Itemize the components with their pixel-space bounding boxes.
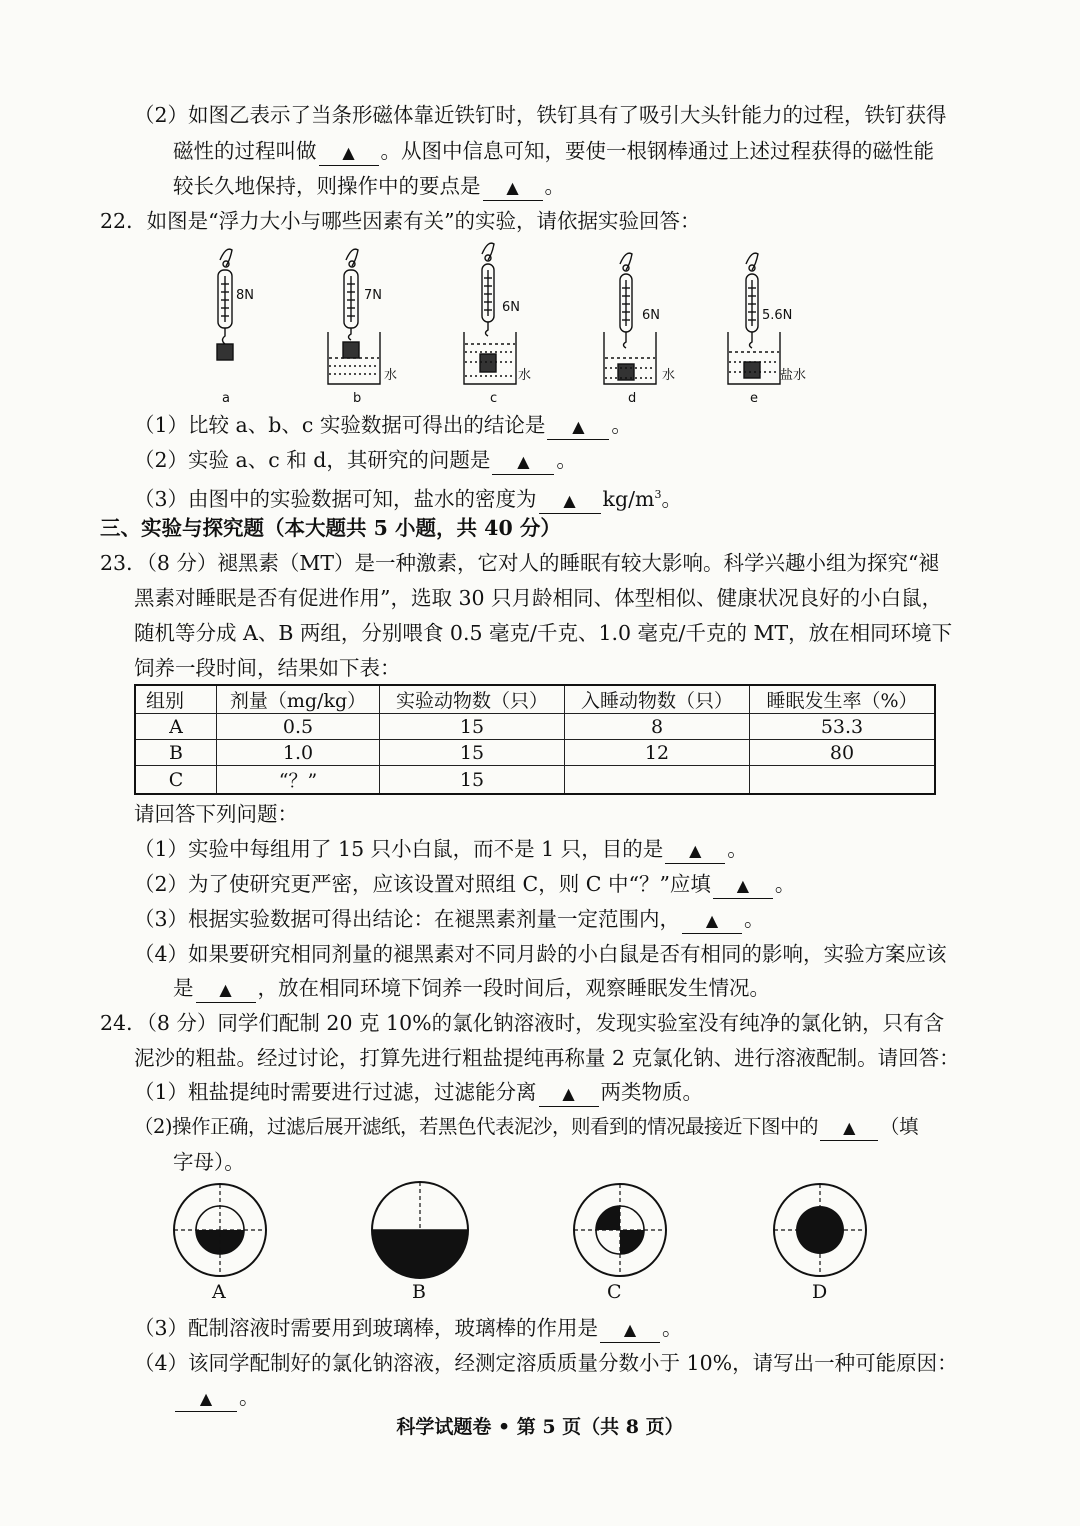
table-cell: “？” [217, 766, 380, 795]
q23-line1: 23．（8 分）褪黑素（MT）是一种激素，它对人的睡眠有较大影响。科学兴趣小组为探究“褪 [100, 551, 940, 575]
label-c: c [490, 391, 498, 406]
option-label-d: D [812, 1281, 828, 1303]
table-cell: 8 [565, 714, 750, 740]
table-cell [565, 766, 750, 795]
answer-blank[interactable] [547, 413, 609, 440]
q24-part1 [134, 1077, 703, 1107]
q22-part2 [134, 445, 577, 475]
option-label-b: B [412, 1281, 426, 1303]
triangle-icon: ▲ [219, 980, 232, 999]
q23-line2: 黑素对睡眠是否有促进作用”，选取 30 只月龄相同、体型相似、健康状况良好的小白鼠， [134, 586, 943, 610]
q24-part3 [134, 1313, 683, 1343]
triangle-icon: ▲ [563, 490, 576, 510]
text: 。从图中信息可知，要使一根钢棒通过上述过程获得的磁性能 [380, 139, 934, 163]
q22-part1 [134, 410, 632, 440]
text: 是 [173, 976, 194, 1000]
triangle-icon: ▲ [736, 876, 750, 895]
text: 。 [661, 486, 682, 511]
q22-part3 [134, 480, 682, 514]
q23-part1 [134, 834, 748, 864]
table-cell: 53.3 [750, 714, 936, 740]
table-cell: 80 [750, 740, 936, 766]
text: 。 [544, 174, 565, 198]
text: （2）为了使研究更严密，应该设置对照组 C，则 C 中“？”应填 [134, 872, 711, 896]
label-a: a [222, 391, 230, 406]
q23-ask: 请回答下列问题： [134, 802, 298, 826]
table-cell: A [135, 714, 217, 740]
table-cell: 12 [565, 740, 750, 766]
text: 。 [744, 907, 765, 931]
text: （2)操作正确，过滤后展开滤纸，若黑色代表泥沙，则看到的情况最接近下图中的 [134, 1115, 819, 1138]
triangle-icon: ▲ [705, 911, 719, 930]
q23-part4-line2 [173, 973, 770, 1003]
table-cell: 15 [380, 766, 565, 795]
q21-part2-line1: （2）如图乙表示了当条形磁体靠近铁钉时，铁钉具有了吸引大头针能力的过程，铁钉获得 [134, 103, 947, 127]
triangle-icon: ▲ [517, 452, 530, 471]
unit-exponent: 3 [654, 488, 662, 501]
q23-line4: 饲养一段时间，结果如下表： [134, 656, 401, 680]
q24-part2-line2: 字母）。 [173, 1150, 245, 1174]
table-cell: 0.5 [217, 714, 380, 740]
text: 两类物质。 [600, 1080, 704, 1104]
triangle-icon: ▲ [572, 417, 585, 436]
triangle-icon: ▲ [623, 1320, 637, 1339]
text: 。 [611, 413, 632, 437]
liquid-e: 盐水 [780, 368, 807, 383]
text: （填 [880, 1115, 919, 1138]
table-cell: 15 [380, 714, 565, 740]
table-cell: C [135, 766, 217, 795]
q23-part2 [134, 869, 795, 899]
option-label-c: C [607, 1281, 622, 1303]
q23-part3 [134, 904, 765, 934]
answer-blank[interactable] [539, 487, 601, 514]
results-table [134, 684, 936, 795]
table-cell: 1.0 [217, 740, 380, 766]
spring-scale-a [217, 249, 233, 360]
liquid-d: 水 [662, 368, 676, 383]
text: （1）实验中每组用了 15 只小白鼠，而不是 1 只，目的是 [134, 837, 664, 861]
text: 磁性的过程叫做 [173, 139, 317, 163]
triangle-icon: ▲ [689, 841, 702, 860]
liquid-c: 水 [518, 368, 532, 383]
answer-blank[interactable] [319, 139, 379, 166]
answer-blank[interactable] [713, 872, 773, 899]
answer-blank[interactable] [682, 907, 742, 934]
table-row [135, 714, 935, 740]
q21-part2-line2 [173, 136, 934, 166]
q22-stem: 22．如图是“浮力大小与哪些因素有关”的实验，请依据实验回答： [100, 209, 701, 233]
reading-a: 8N [236, 288, 254, 303]
text: 。 [727, 837, 748, 861]
column-header: 入睡动物数（只） [565, 685, 750, 714]
label-d: d [628, 391, 637, 406]
reading-b: 7N [364, 288, 382, 303]
answer-blank[interactable] [539, 1080, 599, 1107]
q21-part2-line3 [173, 171, 565, 201]
triangle-icon: ▲ [843, 1118, 855, 1137]
text: 。 [239, 1385, 260, 1409]
text: （1）比较 a、b、c 实验数据可得出的结论是 [134, 413, 546, 437]
table-row [135, 740, 935, 766]
text: （2）实验 a、c 和 d，其研究的问题是 [134, 448, 491, 472]
text: 较长久地保持，则操作中的要点是 [173, 174, 481, 198]
text: （3）配制溶液时需要用到玻璃棒，玻璃棒的作用是 [134, 1316, 599, 1340]
answer-blank[interactable] [600, 1316, 660, 1343]
liquid-b: 水 [384, 368, 398, 383]
triangle-icon: ▲ [342, 143, 355, 162]
answer-blank[interactable] [483, 174, 543, 201]
reading-c: 6N [502, 300, 520, 315]
answer-blank[interactable] [175, 1385, 237, 1412]
text: 。 [556, 448, 577, 472]
q24-line1: 24．（8 分）同学们配制 20 克 10%的氯化钠溶液时，发现实验室没有纯净的氯化钠，只有含 [100, 1011, 945, 1035]
q24-line2: 泥沙的粗盐。经过讨论，打算先进行粗盐提纯再称量 2 克氯化钠、进行溶液配制。请回答： [134, 1046, 960, 1070]
table-cell [750, 766, 936, 795]
buoyancy-experiment-figure [180, 240, 840, 410]
label-e: e [750, 391, 758, 406]
q24-part2-line1 [134, 1112, 918, 1142]
table-header-row [135, 685, 935, 714]
filter-paper-figure [170, 1180, 870, 1280]
table-row [135, 766, 935, 795]
text: 。 [662, 1316, 683, 1340]
spring-scale-b [328, 249, 380, 384]
text: （3）由图中的实验数据可知，盐水的密度为 [134, 486, 537, 511]
filter-option-a [174, 1184, 266, 1276]
table-cell: 15 [380, 740, 565, 766]
answer-blank[interactable] [665, 837, 725, 864]
section-heading: 三、实验与探究题（本大题共 5 小题，共 40 分） [100, 516, 561, 540]
filter-option-d [774, 1184, 866, 1276]
label-b: b [353, 391, 362, 406]
reading-e: 5.6N [762, 308, 793, 323]
column-header: 组别 [135, 685, 217, 714]
column-header: 实验动物数（只） [380, 685, 565, 714]
q24-part4-line2 [173, 1382, 260, 1412]
column-header: 睡眠发生率（%） [750, 685, 936, 714]
q23-line3: 随机等分成 A、B 两组，分别喂食 0.5 毫克/千克、1.0 毫克/千克的 MT，放在相同环境下 [134, 621, 953, 645]
triangle-icon: ▲ [506, 178, 519, 197]
page-footer: 科学试题卷 • 第 5 页（共 8 页） [396, 1416, 684, 1438]
text: ，放在相同环境下饲养一段时间后，观察睡眠发生情况。 [257, 976, 770, 1000]
column-header: 剂量（mg/kg） [217, 685, 380, 714]
filter-option-b [372, 1182, 468, 1278]
answer-blank[interactable] [820, 1115, 878, 1141]
answer-blank[interactable] [492, 448, 554, 475]
unit: kg/m [602, 486, 655, 511]
option-label-a: A [212, 1281, 226, 1303]
filter-option-c [574, 1184, 666, 1276]
text: （1）粗盐提纯时需要进行过滤，过滤能分离 [134, 1080, 537, 1104]
table-cell: B [135, 740, 217, 766]
text: （3）根据实验数据可得出结论：在褪黑素剂量一定范围内， [134, 907, 681, 931]
q24-part4-line1: （4）该同学配制好的氯化钠溶液，经测定溶质质量分数小于 10%，请写出一种可能原因： [134, 1351, 958, 1375]
reading-d: 6N [642, 308, 660, 323]
triangle-icon: ▲ [562, 1084, 575, 1103]
answer-blank[interactable] [196, 976, 256, 1003]
q23-part4-line1: （4）如果要研究相同剂量的褪黑素对不同月龄的小白鼠是否有相同的影响，实验方案应该 [134, 942, 947, 966]
triangle-icon: ▲ [199, 1389, 213, 1408]
text: 。 [774, 872, 796, 896]
